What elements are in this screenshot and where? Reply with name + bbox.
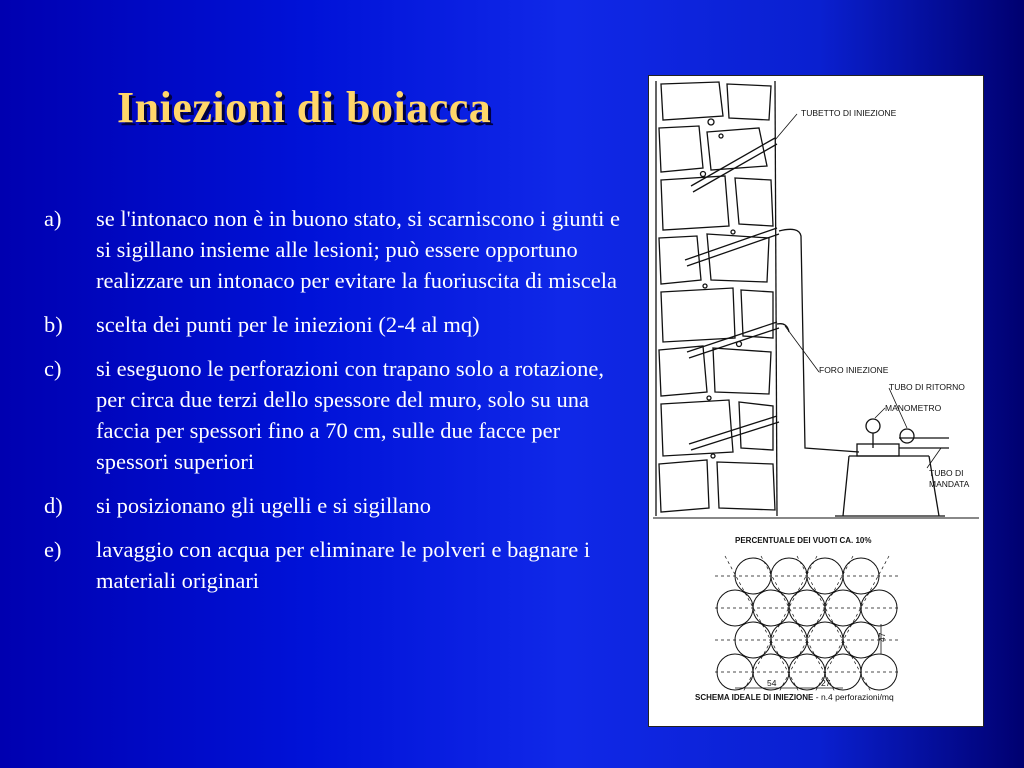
list-item bbox=[44, 353, 629, 477]
list-text: lavaggio con acqua per eliminare le polveri e bagnare i materiali originari bbox=[96, 537, 591, 593]
injection-diagram bbox=[648, 75, 984, 727]
list-marker: e) bbox=[44, 537, 62, 562]
list-text: scelta dei punti per le iniezioni (2-4 al mq) bbox=[96, 312, 480, 337]
list-item bbox=[44, 203, 629, 296]
label-ritorno: TUBO DI RITORNO bbox=[889, 382, 965, 392]
list-text: si posizionano gli ugelli e si sigillano bbox=[96, 493, 431, 518]
diagram-svg bbox=[649, 76, 983, 726]
label-schema-rest: - n.4 perforazioni/mq bbox=[813, 692, 894, 702]
label-mandata-2: MANDATA bbox=[929, 479, 970, 489]
slide-title: Iniezioni di boiacca bbox=[117, 83, 492, 132]
list-marker: d) bbox=[44, 493, 63, 518]
dim-54: 54 bbox=[767, 678, 777, 688]
label-schema bbox=[695, 692, 894, 702]
list-text: se l'intonaco non è in buono stato, si scarniscono i giunti e si sigillano insieme alle lesioni; può essere opportuno realizzare un intonaco per evitare la fuoriuscita di miscela bbox=[96, 206, 620, 293]
list-item bbox=[44, 490, 629, 521]
leader-lines bbox=[775, 114, 941, 468]
label-mandata-1: TUBO DI bbox=[929, 468, 964, 478]
injection-circle-pattern bbox=[715, 556, 899, 692]
list-item bbox=[44, 309, 629, 340]
label-schema-bold: SCHEMA IDEALE DI INIEZIONE bbox=[695, 693, 814, 702]
label-manometro: MANOMETRO bbox=[885, 403, 942, 413]
dim-47: 47 bbox=[877, 632, 887, 642]
list-marker: c) bbox=[44, 356, 62, 381]
label-foro: FORO INIEZIONE bbox=[819, 365, 889, 375]
list-text: si eseguono le perforazioni con trapano solo a rotazione, per circa due terzi dello spessore del muro, solo su una faccia per spessori fino a 70 cm, sulle due facce per spessori superiori bbox=[96, 356, 604, 474]
label-percentuale: PERCENTUALE DEI VUOTI CA. 10% bbox=[735, 536, 872, 545]
list-marker: a) bbox=[44, 206, 62, 231]
list-marker: b) bbox=[44, 312, 63, 337]
label-tubetto: TUBETTO DI INIEZIONE bbox=[801, 108, 897, 118]
dim-27: 27 bbox=[821, 678, 831, 688]
injection-tubes bbox=[685, 138, 859, 452]
steps-list bbox=[44, 203, 629, 609]
masonry-wall-drawing bbox=[656, 81, 777, 516]
list-item bbox=[44, 534, 629, 596]
